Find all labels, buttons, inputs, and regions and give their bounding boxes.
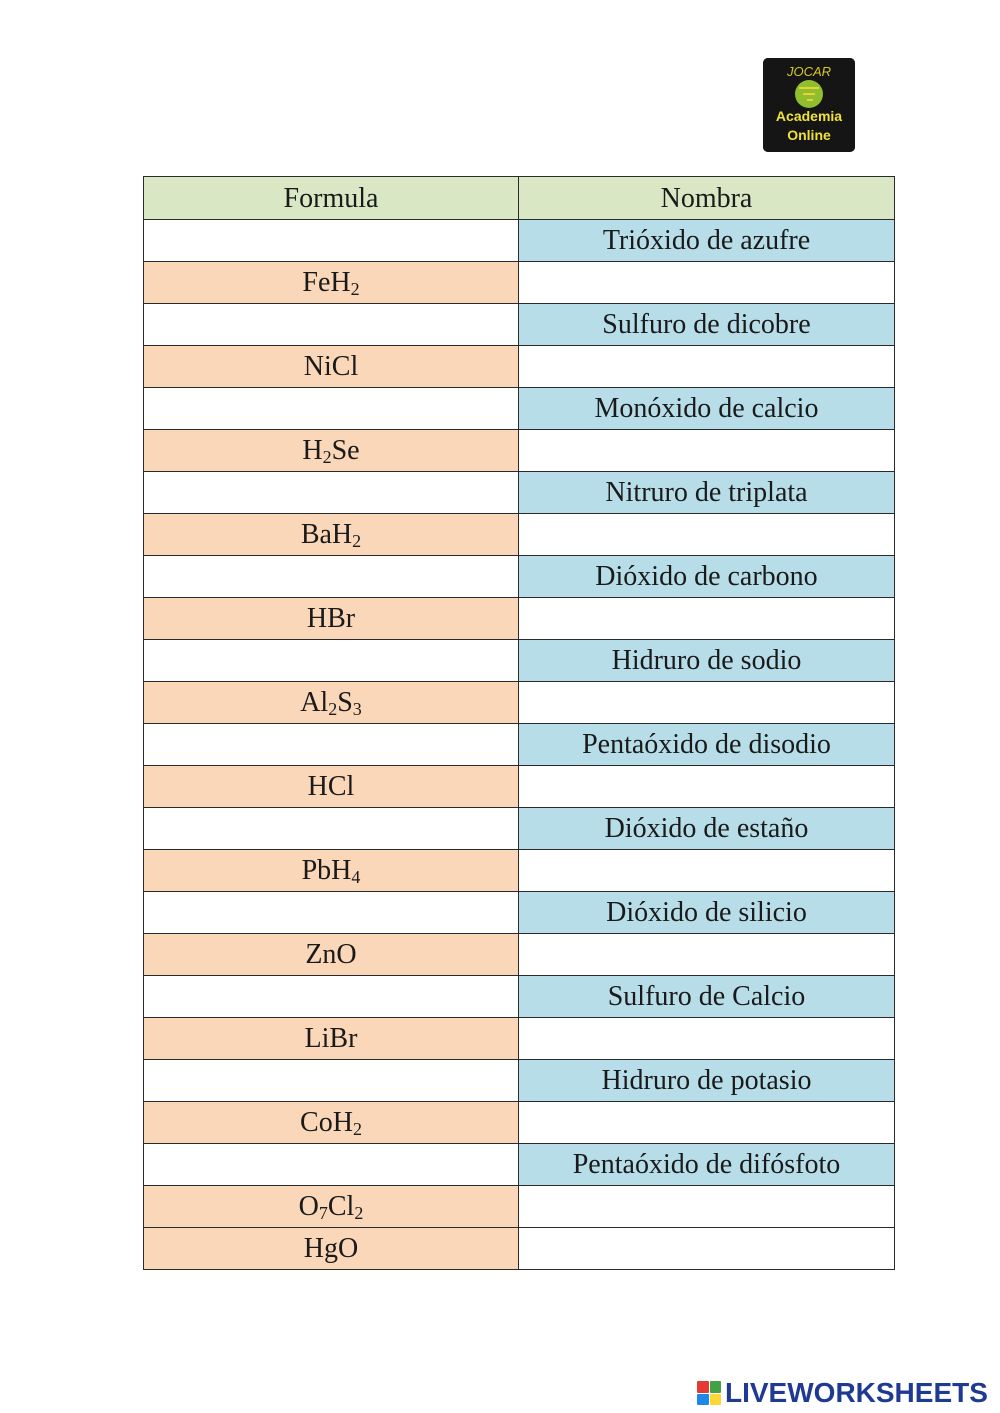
table-row xyxy=(144,1060,895,1102)
table-row xyxy=(144,850,895,892)
table-row xyxy=(144,430,895,472)
header-formula: Formula xyxy=(144,177,519,220)
name-cell: Dióxido de estaño xyxy=(519,808,895,850)
formula-cell: ZnO xyxy=(144,934,519,976)
formula-answer-cell[interactable] xyxy=(144,220,519,262)
name-cell: Trióxido de azufre xyxy=(519,220,895,262)
table-row xyxy=(144,388,895,430)
name-answer-cell[interactable] xyxy=(519,430,895,472)
formula-cell: LiBr xyxy=(144,1018,519,1060)
name-cell: Monóxido de calcio xyxy=(519,388,895,430)
brand-text: LIVEWORKSHEETS xyxy=(725,1377,988,1408)
formula-answer-cell[interactable] xyxy=(144,472,519,514)
formula-answer-cell[interactable] xyxy=(144,640,519,682)
formula-cell: FeH$_2$ xyxy=(144,262,519,304)
table-row xyxy=(144,220,895,262)
name-cell: Nitruro de triplata xyxy=(519,472,895,514)
name-cell: Dióxido de carbono xyxy=(519,556,895,598)
table-row xyxy=(144,766,895,808)
table-row xyxy=(144,598,895,640)
formula-cell: NiCl xyxy=(144,346,519,388)
liveworksheets-brand xyxy=(697,1376,988,1410)
name-cell: Pentaóxido de disodio xyxy=(519,724,895,766)
logo-line-3: Online xyxy=(787,127,831,143)
formula-cell: HgO xyxy=(144,1228,519,1270)
table-row xyxy=(144,640,895,682)
name-answer-cell[interactable] xyxy=(519,346,895,388)
formula-answer-cell[interactable] xyxy=(144,892,519,934)
formula-cell: $O_7Cl_2$ xyxy=(144,1186,519,1228)
name-cell: Hidruro de sodio xyxy=(519,640,895,682)
table-row xyxy=(144,1144,895,1186)
logo-line-1: JOCAR xyxy=(786,64,832,79)
logo-emblem xyxy=(763,58,855,152)
jocar-academia-logo xyxy=(763,58,855,152)
table-row xyxy=(144,1228,895,1270)
table-row xyxy=(144,514,895,556)
table-row xyxy=(144,976,895,1018)
formula-cell: $H_2Se$ xyxy=(144,430,519,472)
name-answer-cell[interactable] xyxy=(519,262,895,304)
name-cell: Sulfuro de Calcio xyxy=(519,976,895,1018)
name-answer-cell[interactable] xyxy=(519,1228,895,1270)
table-row xyxy=(144,346,895,388)
name-answer-cell[interactable] xyxy=(519,1018,895,1060)
formula-answer-cell[interactable] xyxy=(144,808,519,850)
table-row xyxy=(144,262,895,304)
table-row xyxy=(144,556,895,598)
table-row xyxy=(144,934,895,976)
formula-cell: CoH$_2$ xyxy=(144,1102,519,1144)
logo-line-2: Academia xyxy=(775,108,843,124)
header-name: Nombra xyxy=(519,177,895,220)
name-cell: Hidruro de potasio xyxy=(519,1060,895,1102)
formula-cell: BaH$_2$ xyxy=(144,514,519,556)
name-answer-cell[interactable] xyxy=(519,1102,895,1144)
name-answer-cell[interactable] xyxy=(519,766,895,808)
formula-cell: HCl xyxy=(144,766,519,808)
formula-answer-cell[interactable] xyxy=(144,1060,519,1102)
name-cell: Pentaóxido de difósfoto xyxy=(519,1144,895,1186)
name-answer-cell[interactable] xyxy=(519,514,895,556)
table-header-row xyxy=(144,177,895,220)
formula-cell: HBr xyxy=(144,598,519,640)
name-answer-cell[interactable] xyxy=(519,850,895,892)
formula-answer-cell[interactable] xyxy=(144,724,519,766)
table-row xyxy=(144,682,895,724)
table-row xyxy=(144,472,895,514)
name-cell: Dióxido de silicio xyxy=(519,892,895,934)
formula-answer-cell[interactable] xyxy=(144,1144,519,1186)
liveworksheets-icon xyxy=(697,1381,721,1405)
formula-cell: $Al_2S_3$ xyxy=(144,682,519,724)
formula-cell: PbH$_4$ xyxy=(144,850,519,892)
name-cell: Sulfuro de dicobre xyxy=(519,304,895,346)
formula-answer-cell[interactable] xyxy=(144,388,519,430)
name-answer-cell[interactable] xyxy=(519,1186,895,1228)
table-row xyxy=(144,724,895,766)
table-row xyxy=(144,304,895,346)
table-row xyxy=(144,1018,895,1060)
formula-answer-cell[interactable] xyxy=(144,556,519,598)
name-answer-cell[interactable] xyxy=(519,934,895,976)
table-row xyxy=(144,1186,895,1228)
table-row xyxy=(144,1102,895,1144)
table-row xyxy=(144,808,895,850)
table-row xyxy=(144,892,895,934)
formula-answer-cell[interactable] xyxy=(144,976,519,1018)
name-answer-cell[interactable] xyxy=(519,682,895,724)
name-answer-cell[interactable] xyxy=(519,598,895,640)
formula-answer-cell[interactable] xyxy=(144,304,519,346)
nomenclature-table xyxy=(143,176,895,1270)
